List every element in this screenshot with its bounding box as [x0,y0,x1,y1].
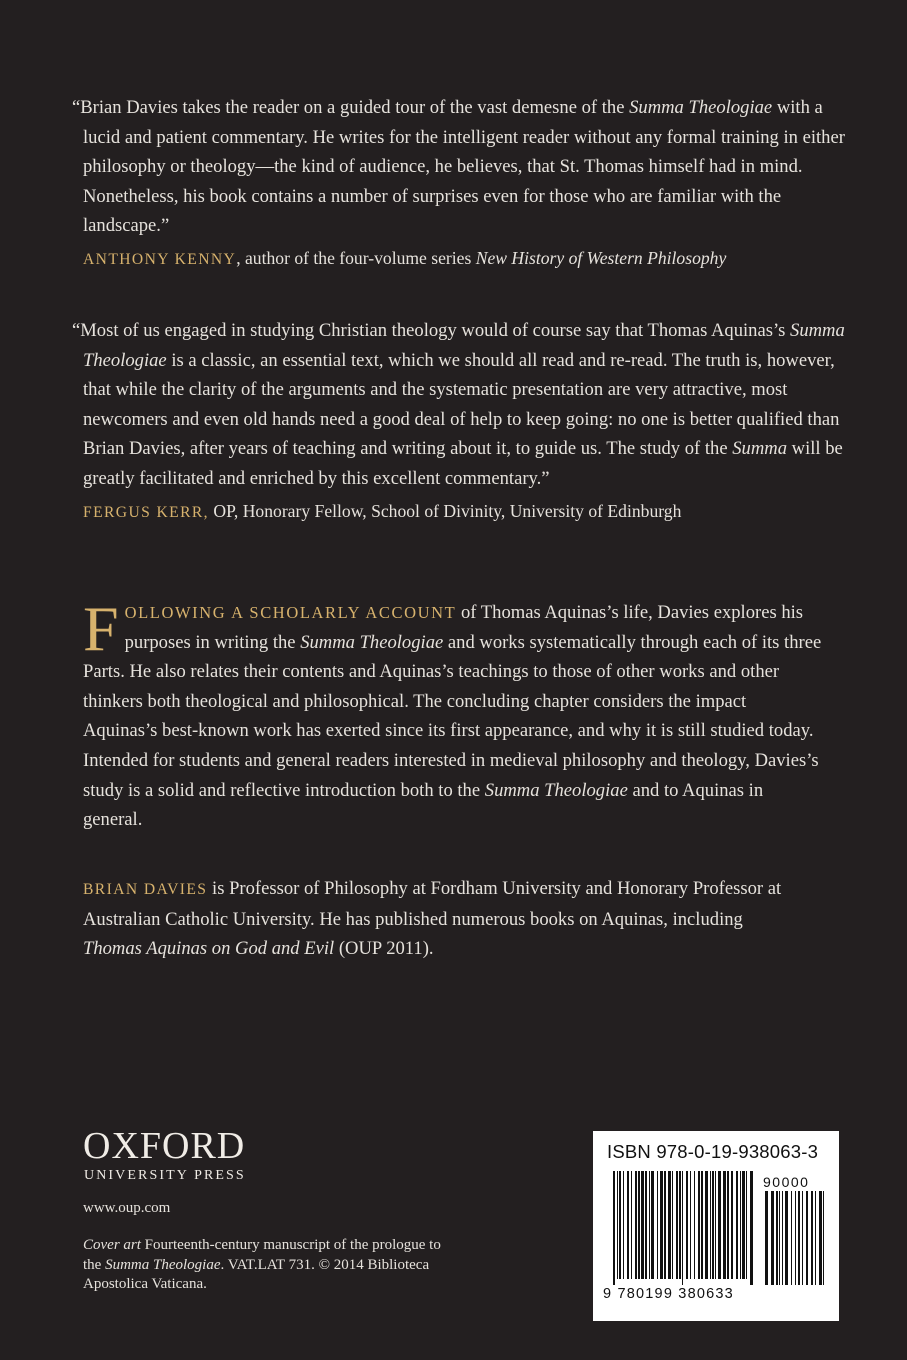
barcode-bar [815,1191,816,1285]
barcode-bar [638,1171,640,1279]
barcode-bar [705,1171,708,1279]
barcode-bar [698,1171,700,1279]
barcode-bar [798,1191,800,1285]
barcode-bar [791,1191,792,1285]
publisher-url[interactable]: www.oup.com [83,1200,171,1216]
barcode-bar [727,1171,729,1279]
barcode-bar [690,1171,691,1279]
author-name: BRIAN DAVIES [83,881,208,898]
drop-cap: F [83,593,119,664]
barcode-bar [736,1171,738,1279]
barcode-bar [631,1171,632,1279]
barcode-bar [617,1171,618,1279]
barcode-bar [795,1191,796,1285]
barcode-bar [682,1171,683,1285]
book-description: FOLLOWING A SCHOLARLY ACCOUNT of Thomas Aquinas’s life, Davies explores his purposes in writing the Summa Theologiae and works systematically through each of its three Parts. He also relates their contents and Aquinas’s teachings to those of other works and other thinkers both theological and philosophical. The concluding chapter considers the impact Aquinas’s best-known work has exerted since its first appearance, and why it is still studied today. Intended for students and general readers interested in medieval philosophy and theology, Davies’s study is a solid and reflective introduction both to the Summa Theologiae and to Aquinas in general. [83,593,822,831]
barcode-bar [664,1171,666,1279]
quote-kenny: “Brian Davies takes the reader on a guided tour of the vast demesne of the Summa Theologiae with a lucid and patient commentary. He writes for the intelligent reader without any formal training in either philosophy or theology—the kind of audience, he believes, that St. Thomas himself had in mind. Nonetheless, his book contains a number of surprises even for those who are familiar with the landscape.” [72,97,845,237]
cover-art-label: Cover art [83,1237,141,1253]
barcode-bar [627,1171,629,1279]
barcode-bar [765,1191,768,1285]
barcode-bar [701,1171,703,1279]
barcode-bar [613,1171,615,1285]
cover-art-credit: Cover art Fourteenth-century manuscript of the prologue to the Summa Theologiae. VAT.LAT 731. © 2014 Biblioteca Apostolica Vaticana. [83,1237,441,1292]
barcode-bar [811,1191,813,1285]
barcode-bar [779,1191,780,1285]
barcode-bar [715,1171,716,1279]
quote-kenny-block [72,93,847,274]
barcode-bar [694,1171,695,1279]
barcode-ean-digits: 9 780199 380633 [603,1286,734,1302]
barcode-bar [740,1171,741,1279]
logo-oxford: OXFORD [83,1125,246,1167]
barcode-bar [742,1171,745,1279]
barcode-bar [750,1171,753,1285]
quote-kerr-attribution: FERGUS KERR, OP, Honorary Fellow, School of Divinity, University of Edinburgh [83,500,682,521]
barcode-bar [660,1171,663,1279]
attribution-name: ANTHONY KENNY [83,250,237,268]
barcode-bar [635,1171,637,1279]
description-lead: OLLOWING A SCHOLARLY ACCOUNT [124,603,457,622]
barcode-panel [593,1131,839,1321]
author-bio: BRIAN DAVIES is Professor of Philosophy at Fordham University and Honorary Professor at Australian Catholic University. He has published numerous books on Aquinas, including Thomas Aquinas on God and Evil (OUP 2011). [83,878,782,960]
barcode-bar [657,1171,658,1279]
barcode-bar [823,1191,824,1285]
barcode-bar [619,1171,621,1279]
barcode-bar [718,1171,721,1279]
logo-university-press: UNIVERSITY PRESS [84,1168,246,1183]
barcode-bar [651,1171,654,1279]
quote-kerr: “Most of us engaged in studying Christian theology would of course say that Thomas Aquinas’s Summa Theologiae is a classic, an essential text, which we should all read and re-read. The truth is, however, that while the clarity of the arguments and the systematic presentation are very attractive, most newcomers and even old hands need a good deal of help to keep going: no one is better qualified than Brian Davies, after years of teaching and writing about it, to guide us. The study of the Summa will be greatly facilitated and enriched by this excellent commentary.” [72,320,845,489]
barcode-bar [649,1171,650,1279]
isbn-label: ISBN 978-0-19-938063-3 [607,1141,819,1162]
barcode-bar [623,1171,624,1279]
barcode-bar [776,1191,778,1285]
barcode-bar [785,1191,788,1285]
attribution-name: FERGUS KERR, [83,503,209,521]
barcode-bar [645,1171,647,1279]
barcode-bar [723,1171,726,1279]
barcode-bar [676,1171,678,1279]
barcode-bar [746,1171,747,1279]
barcode-bar [641,1171,644,1279]
barcode-bar [806,1191,808,1285]
barcode-bar [668,1171,671,1279]
barcode-addon-digits: 90000 [763,1174,810,1190]
barcode-bar [731,1171,733,1279]
barcode-bar [802,1191,803,1285]
barcode-bar [819,1191,822,1285]
barcode-bar [771,1191,774,1285]
barcode-bar [712,1171,714,1279]
barcode-bar [686,1171,688,1279]
quote-kenny-attribution: ANTHONY KENNY, author of the four-volume series New History of Western Philosophy [83,247,727,268]
barcode-bar [679,1171,681,1279]
barcode-bar [710,1171,711,1279]
barcode-bar [782,1191,783,1285]
quote-kerr-block [72,316,847,527]
publisher-logo [83,1126,263,1184]
barcode-bar [672,1171,673,1279]
